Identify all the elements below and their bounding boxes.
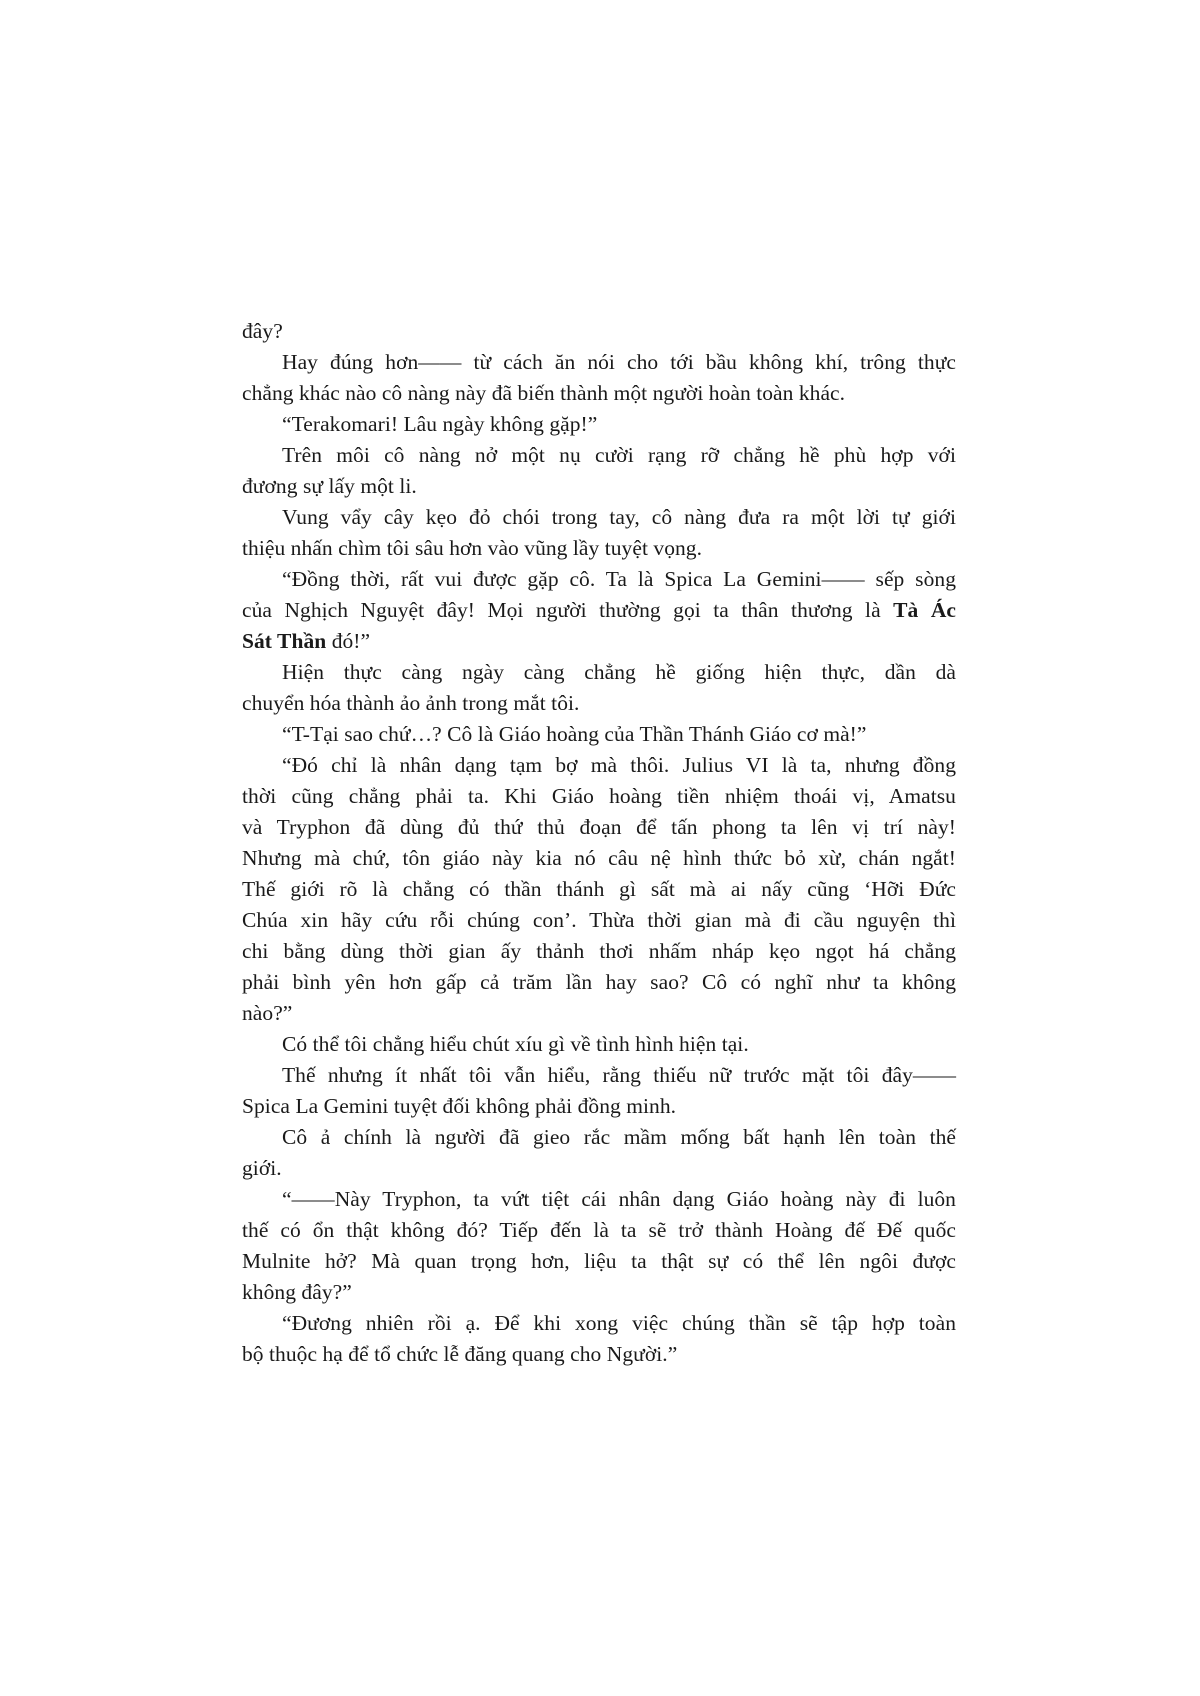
text-line — [242, 1153, 956, 1184]
text-segment: “——Này Tryphon, ta vứt tiệt cái nhân dạng Giáo hoàng này đi luôn — [282, 1187, 956, 1211]
text-line — [242, 750, 956, 781]
text-segment: đương sự lấy một li. — [242, 474, 417, 498]
book-page-text — [242, 316, 956, 1370]
text-segment: Chúa xin hãy cứu rỗi chúng con’. Thừa thời gian mà đi cầu nguyện thì — [242, 908, 956, 932]
text-segment: đây? — [242, 319, 283, 343]
text-line — [242, 1339, 956, 1370]
text-segment: nào?” — [242, 1001, 293, 1025]
text-segment: giới. — [242, 1156, 282, 1180]
text-line — [242, 936, 956, 967]
paragraph — [242, 1029, 956, 1060]
paragraph — [242, 564, 956, 657]
text-segment: Thế giới rõ là chẳng có thần thánh gì sất mà ai nấy cũng ‘Hỡi Đức — [242, 877, 956, 901]
text-segment: chẳng khác nào cô nàng này đã biến thành một người hoàn toàn khác. — [242, 381, 846, 405]
text-segment: phải bình yên hơn gấp cả trăm lần hay sao? Cô có nghĩ như ta không — [242, 970, 956, 994]
text-line — [242, 1122, 956, 1153]
text-segment: chuyển hóa thành ảo ảnh trong mắt tôi. — [242, 691, 580, 715]
text-line — [242, 843, 956, 874]
text-segment: Hay đúng hơn—— từ cách ăn nói cho tới bầu không khí, trông thực — [282, 350, 956, 374]
text-segment: thế có ổn thật không đó? Tiếp đến là ta sẽ trở thành Hoàng đế Đế quốc — [242, 1218, 956, 1242]
text-segment: thiệu nhấn chìm tôi sâu hơn vào vũng lầy tuyệt vọng. — [242, 536, 703, 560]
text-line — [242, 657, 956, 688]
text-segment: Có thể tôi chẳng hiểu chút xíu gì về tình hình hiện tại. — [282, 1032, 749, 1056]
paragraph — [242, 316, 956, 347]
text-line — [242, 1091, 956, 1122]
text-segment: Trên môi cô nàng nở một nụ cười rạng rỡ chẳng hề phù hợp với — [282, 443, 956, 467]
text-segment: chi bằng dùng thời gian ấy thảnh thơi nhấm nháp kẹo ngọt há chẳng — [242, 939, 956, 963]
text-line — [242, 719, 956, 750]
text-line — [242, 1029, 956, 1060]
text-line — [242, 688, 956, 719]
paragraph — [242, 1122, 956, 1184]
text-line — [242, 1184, 956, 1215]
paragraph — [242, 1308, 956, 1370]
text-line — [242, 812, 956, 843]
paragraph — [242, 750, 956, 1029]
text-line — [242, 1308, 956, 1339]
text-line — [242, 874, 956, 905]
paragraph — [242, 657, 956, 719]
text-segment: Vung vẩy cây kẹo đỏ chói trong tay, cô nàng đưa ra một lời tự giới — [282, 505, 956, 529]
text-line — [242, 1060, 956, 1091]
text-segment: Hiện thực càng ngày càng chẳng hề giống hiện thực, dần dà — [282, 660, 956, 684]
bold-text: Tà Ác — [893, 598, 956, 622]
text-line — [242, 998, 956, 1029]
text-line — [242, 471, 956, 502]
text-line — [242, 347, 956, 378]
text-line — [242, 533, 956, 564]
text-segment: Thế nhưng ít nhất tôi vẫn hiểu, rằng thiếu nữ trước mặt tôi đây—— — [282, 1063, 956, 1087]
bold-text: Sát Thần — [242, 629, 327, 653]
paragraph — [242, 502, 956, 564]
text-segment: và Tryphon đã dùng đủ thứ thủ đoạn để tấn phong ta lên vị trí này! — [242, 815, 956, 839]
text-line — [242, 781, 956, 812]
text-segment: “Đó chỉ là nhân dạng tạm bợ mà thôi. Julius VI là ta, nhưng đồng — [282, 753, 956, 777]
paragraph — [242, 440, 956, 502]
text-line — [242, 967, 956, 998]
text-segment: “T-Tại sao chứ…? Cô là Giáo hoàng của Thần Thánh Giáo cơ mà!” — [282, 722, 867, 746]
text-line — [242, 1246, 956, 1277]
paragraph — [242, 1060, 956, 1122]
text-line — [242, 409, 956, 440]
text-line — [242, 378, 956, 409]
text-line — [242, 905, 956, 936]
paragraph — [242, 347, 956, 409]
text-segment: thời cũng chẳng phải ta. Khi Giáo hoàng tiền nhiệm thoái vị, Amatsu — [242, 784, 956, 808]
text-segment: bộ thuộc hạ để tổ chức lễ đăng quang cho Người.” — [242, 1342, 678, 1366]
text-line — [242, 1215, 956, 1246]
text-segment: đó!” — [326, 629, 371, 653]
paragraph — [242, 409, 956, 440]
text-line — [242, 502, 956, 533]
text-line — [242, 316, 956, 347]
text-segment: “Terakomari! Lâu ngày không gặp!” — [282, 412, 598, 436]
text-segment: “Đồng thời, rất vui được gặp cô. Ta là Spica La Gemini—— sếp sòng — [282, 567, 956, 591]
text-segment: Spica La Gemini tuyệt đối không phải đồng minh. — [242, 1094, 677, 1118]
paragraph — [242, 719, 956, 750]
text-segment: Cô ả chính là người đã gieo rắc mầm mống bất hạnh lên toàn thế — [282, 1125, 956, 1149]
text-line — [242, 440, 956, 471]
text-line — [242, 564, 956, 595]
text-line — [242, 626, 956, 657]
paragraph — [242, 1184, 956, 1308]
text-segment: không đây?” — [242, 1280, 352, 1304]
text-segment: Mulnite hở? Mà quan trọng hơn, liệu ta thật sự có thể lên ngôi được — [242, 1249, 956, 1273]
text-segment: Nhưng mà chứ, tôn giáo này kia nó câu nệ hình thức bỏ xừ, chán ngắt! — [242, 846, 956, 870]
text-line — [242, 1277, 956, 1308]
text-segment: “Đương nhiên rồi ạ. Để khi xong việc chúng thần sẽ tập hợp toàn — [282, 1311, 956, 1335]
text-line — [242, 595, 956, 626]
text-segment: của Nghịch Nguyệt đây! Mọi người thường gọi ta thân thương là — [242, 598, 894, 622]
